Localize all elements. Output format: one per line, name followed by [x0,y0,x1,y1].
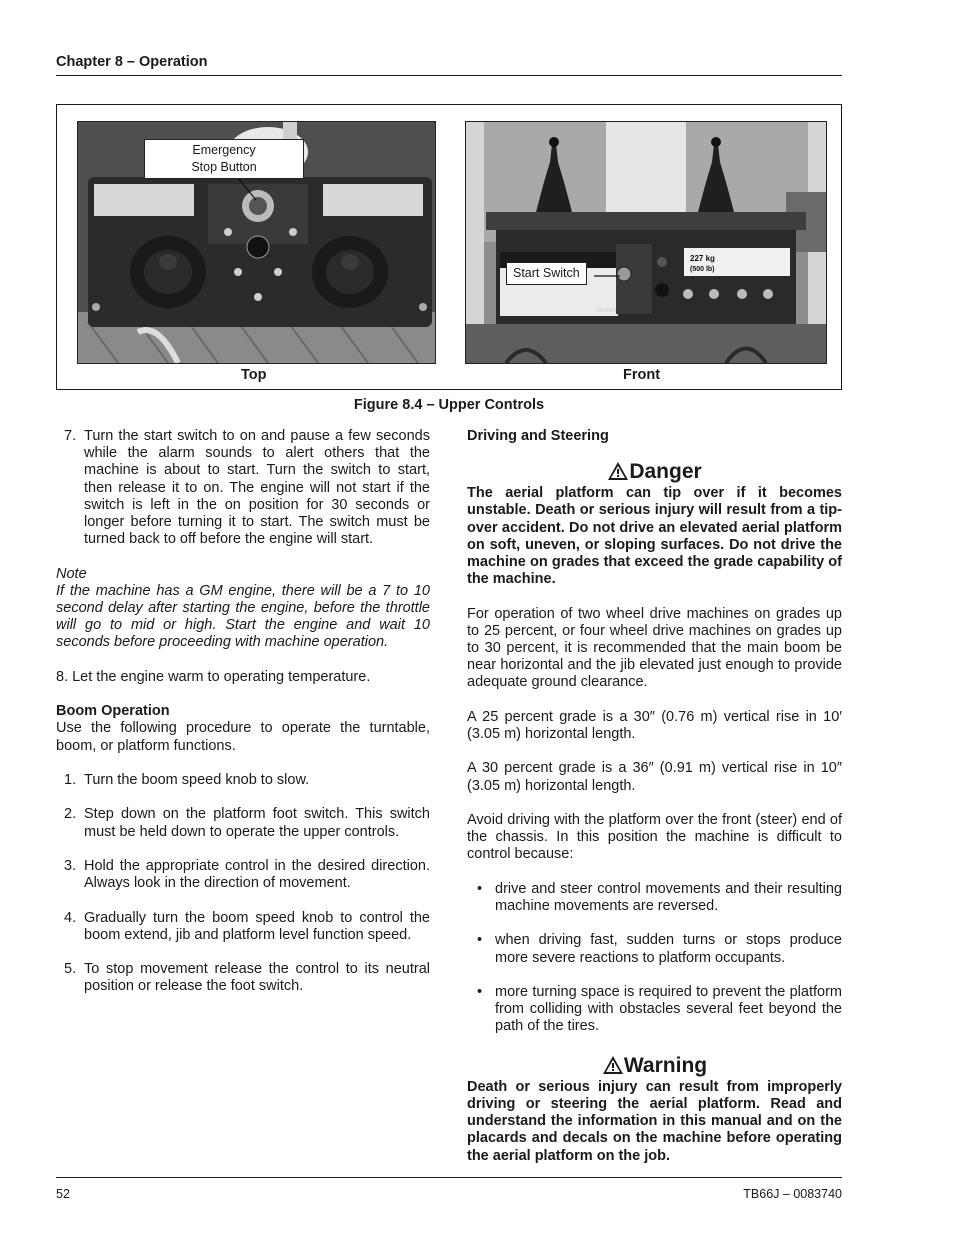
boom-step [56,961,430,995]
placard-kg: 227 kg [690,254,715,263]
bullet-symbol: • [477,983,483,1000]
note-label: Note [56,565,87,582]
chapter-header: Chapter 8 – Operation [56,54,208,70]
bullet-symbol: • [477,932,483,949]
figure-caption: Figure 8.4 – Upper Controls [353,397,545,413]
boom-step [56,806,430,840]
grade-25-paragraph: A 25 percent grade is a 30″ (0.76 m) vertical rise in 10′ (3.05 m) horizontal length. [467,708,842,743]
grade-paragraph: For operation of two wheel drive machines on grades up to 25 percent, or four wheel drive machines on grades up to 30 percent, it is recommended that the main boom be near horizontal and the jib elevated just enough to provide adequate ground clearance. [467,605,842,691]
step-number: 3. [64,857,77,874]
step-text: Gradually turn the boom speed knob to control the boom extend, jib and platform level function speed. [84,909,430,943]
step-number: 2. [64,806,77,823]
warning-triangle-icon [602,1055,624,1075]
note-text: If the machine has a GM engine, there will be a 7 to 10 second delay after starting the engine, before the throttle will go to mid or high. Start the engine and wait 10 seconds before proceeding with machine operation. [56,582,430,651]
step-text: Turn the boom speed knob to slow. [84,772,310,788]
step-text: To stop movement release the control to its neutral position or release the foot switch. [84,961,430,995]
warning-heading [467,1053,842,1079]
callout-leader-line [238,178,268,208]
boom-step [56,772,430,789]
callout-leader-line-start [594,270,624,282]
callout-start-switch: Start Switch [506,262,587,285]
boom-step [56,858,430,892]
step-number: 4. [64,909,77,926]
step-number: 1. [64,772,77,788]
step-text: Turn the start switch to on and pause a few seconds while the alarm sounds to alert others that the machine is about to start. Turn the switch to start, then release it to on. The engine will not start if the switch is left in the on position for 30 seconds or longer before turning it to start. The switch must be turned back to off before the engine will start. [84,428,430,548]
footer-rule [56,1177,842,1178]
callout-emergency-stop: Emergency Stop Button [144,139,304,179]
brand-logo: Snorkel [596,308,617,314]
photo-front-controls [465,121,827,364]
document-id: TB66J – 0083740 [743,1187,842,1201]
bullet-text: drive and steer control movements and their resulting machine movements are reversed. [495,880,842,914]
warning-triangle-icon [607,461,629,481]
bullet-symbol: • [477,880,483,897]
list-item [467,881,842,915]
placard-lb: (500 lb) [690,266,715,273]
danger-heading [467,459,842,485]
right-column [467,428,842,1182]
left-column [56,428,430,1013]
boom-intro: Use the following procedure to operate the turntable, boom, or platform functions. [56,720,430,754]
label-top: Top [241,367,267,383]
list-item [467,932,842,966]
control-panel-front-illustration [466,122,826,363]
danger-title: Danger [629,460,702,484]
step-text: Hold the appropriate control in the desired direction. Always look in the direction of movement. [84,857,430,892]
step-8: 8. Let the engine warm to operating temperature. [56,668,371,685]
step-number: 7. [64,428,77,444]
boom-step [56,910,430,944]
avoid-driving-paragraph: Avoid driving with the platform over the front (steer) end of the chassis. In this position the machine is difficult to control because: [467,812,842,863]
bullet-text: when driving fast, sudden turns or stops produce more severe reactions to platform occupants. [495,932,842,966]
driving-steering-heading: Driving and Steering [467,428,609,444]
grade-30-paragraph: A 30 percent grade is a 36″ (0.91 m) vertical rise in 10″ (3.05 m) horizontal length. [467,760,842,794]
list-item [467,984,842,1036]
header-rule [56,75,842,76]
page-number: 52 [56,1187,70,1201]
warning-title: Warning [623,1053,708,1077]
label-front: Front [623,367,661,383]
boom-operation-heading: Boom Operation [56,703,170,720]
figure-upper-controls [56,104,842,390]
step-7 [56,428,430,548]
danger-text: The aerial platform can tip over if it becomes unstable. Death or serious injury will result from a tip-over accident. Do not drive an elevated aerial platform on soft, uneven, or sloping surfaces. Do not drive the machine on grades that exceed the grade capability of the machine. [467,485,842,588]
warning-text: Death or serious injury can result from improperly driving or steering the aerial platform. Read and understand the information in this manual and on the placards and decals on the machine before operating the aerial platform on the job. [467,1078,842,1164]
photo-top-controls [77,121,436,364]
step-number: 5. [64,961,77,978]
step-text: Step down on the platform foot switch. This switch must be held down to operate the upper controls. [84,806,430,840]
bullet-text: more turning space is required to prevent the platform from colliding with obstacles several feet beyond the path of the tires. [495,983,842,1035]
